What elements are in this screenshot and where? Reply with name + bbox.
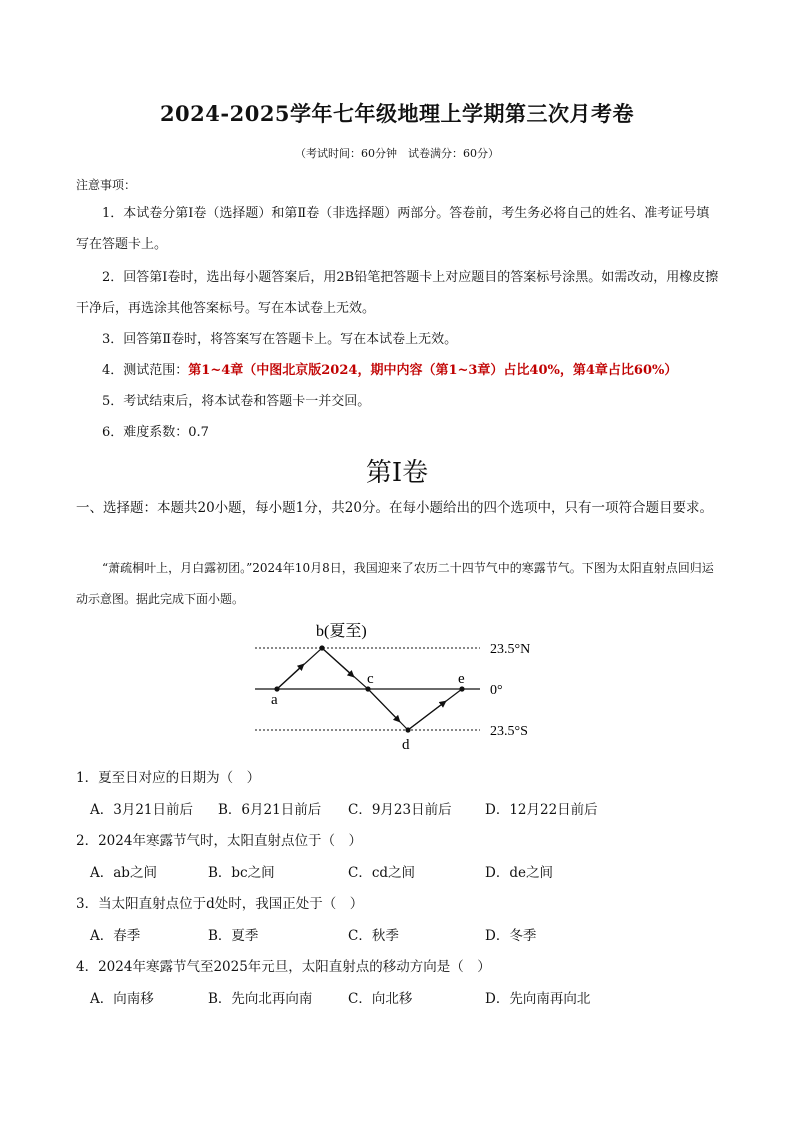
option-b: B．bc之间 bbox=[208, 865, 275, 881]
option-a: A．春季 bbox=[90, 928, 141, 944]
question-4: 4．2024年寒露节气至2025年元旦，太阳直射点的移动方向是（ ） bbox=[76, 959, 491, 975]
option-d: D．先向南再向北 bbox=[485, 991, 591, 1007]
notice-item-5: 5．考试结束后，将本试卷和答题卡一并交回。 bbox=[102, 394, 371, 409]
option-b: B．夏季 bbox=[208, 928, 259, 944]
question-1: 1．夏至日对应的日期为（ ） bbox=[76, 770, 261, 786]
label-b: b(夏至) bbox=[316, 623, 367, 640]
page-title: 2024-2025学年七年级地理上学期第三次月考卷 bbox=[159, 101, 635, 126]
point-b bbox=[319, 645, 324, 650]
point-a bbox=[274, 686, 279, 691]
arrow-de bbox=[408, 701, 446, 730]
option-b: B．先向北再向南 bbox=[208, 991, 313, 1007]
arrow-ab bbox=[277, 664, 304, 689]
option-d: D．冬季 bbox=[485, 928, 537, 944]
label-e: e bbox=[458, 671, 465, 687]
label-23-5-n: 23.5°N bbox=[490, 642, 531, 657]
notice-item-4: 4．测试范围：第1~4章（中图北京版2024，期中内容（第1~3章）占比40%，第4章占比60%） bbox=[102, 363, 678, 378]
test-range: 第1~4章（中图北京版2024，期中内容（第1~3章）占比40%，第4章占比60%） bbox=[188, 363, 678, 378]
option-a: A．ab之间 bbox=[90, 865, 157, 881]
question-3: 3．当太阳直射点位于d处时，我国正处于（ ） bbox=[76, 896, 364, 912]
question-2: 2．2024年寒露节气时，太阳直射点位于（ ） bbox=[76, 833, 362, 849]
option-a: A．3月21日前后 bbox=[90, 802, 194, 818]
label-a: a bbox=[271, 692, 278, 708]
point-c bbox=[365, 686, 370, 691]
option-c: C．cd之间 bbox=[348, 865, 416, 881]
option-d: D．de之间 bbox=[485, 865, 553, 881]
label-23-5-s: 23.5°S bbox=[490, 724, 528, 739]
point-e bbox=[459, 686, 464, 691]
label-c: c bbox=[367, 671, 374, 687]
arrow-cd bbox=[368, 689, 400, 722]
label-equator: 0° bbox=[490, 683, 503, 698]
notice-item-3: 3．回答第Ⅱ卷时，将答案写在答题卡上。写在本试卷上无效。 bbox=[102, 332, 458, 347]
section-instructions: 一、选择题：本题共20小题，每小题1分，共20分。在每小题给出的四个选项中，只有一项符合题目要求。 bbox=[76, 500, 713, 516]
notice-heading: 注意事项： bbox=[76, 178, 137, 192]
reading-passage: “萧疏桐叶上，月白露初团。”2024年10月8日，我国迎来了农历二十四节气中的寒露节气。下图为太阳直射点回归运动示意图。据此完成下面小题。 bbox=[76, 561, 714, 606]
point-d bbox=[405, 727, 410, 732]
exam-info: （考试时间：60分钟 试卷满分：60分） bbox=[295, 147, 499, 160]
option-c: C．9月23日前后 bbox=[348, 802, 452, 818]
solar-declination-diagram bbox=[240, 612, 570, 762]
notice-item-6: 6．难度系数：0.7 bbox=[102, 425, 209, 440]
option-c: C．秋季 bbox=[348, 928, 399, 944]
option-b: B．6月21日前后 bbox=[218, 802, 322, 818]
notice-item-2: 2．回答第Ⅰ卷时，选出每小题答案后，用2B铅笔把答题卡上对应题目的答案标号涂黑。如需改动，用橡皮擦干净后，再选涂其他答案标号。写在本试卷上无效。 bbox=[76, 270, 719, 316]
arrow-bc bbox=[322, 648, 354, 677]
section-title: 第Ⅰ卷 bbox=[365, 458, 429, 488]
option-d: D．12月22日前后 bbox=[485, 802, 598, 818]
option-c: C．向北移 bbox=[348, 991, 413, 1007]
label-d: d bbox=[402, 737, 410, 753]
option-a: A．向南移 bbox=[90, 991, 154, 1007]
notice-item-1: 1．本试卷分第Ⅰ卷（选择题）和第Ⅱ卷（非选择题）两部分。答卷前，考生务必将自己的姓名、准考证号填写在答题卡上。 bbox=[76, 206, 710, 252]
